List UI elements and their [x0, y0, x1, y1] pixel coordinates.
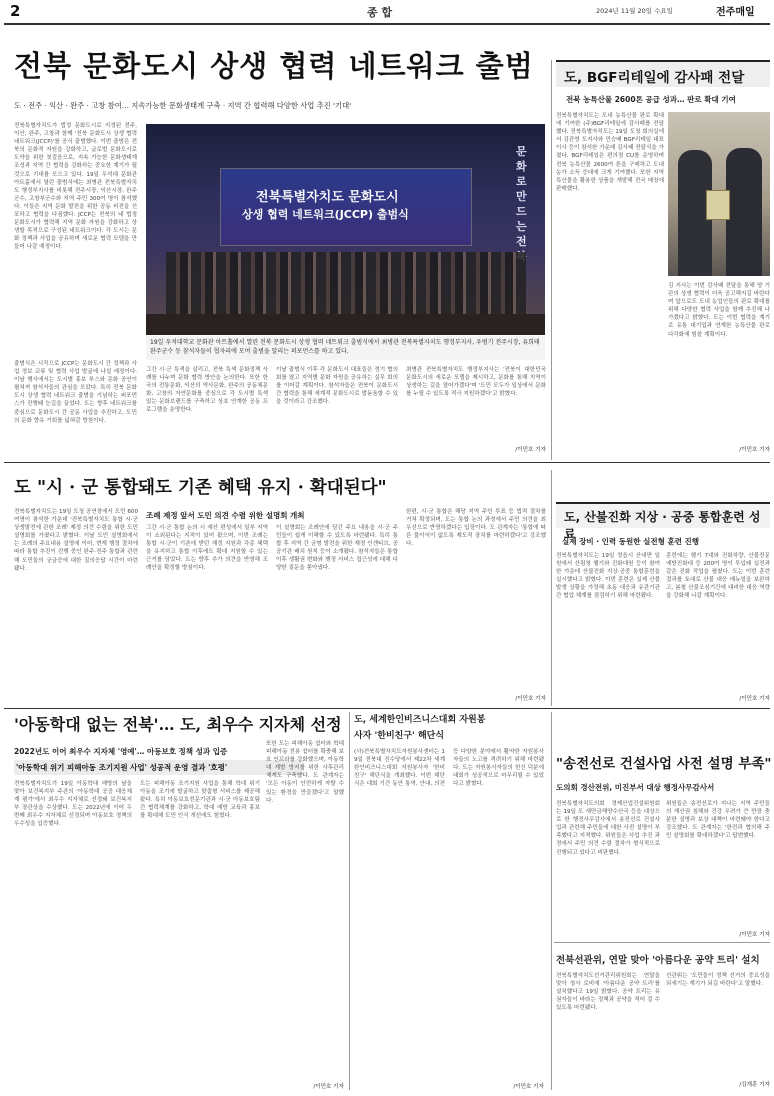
bgf-plaque [706, 190, 730, 220]
drill-column-1: 전북특별자치도는 19일 정읍시 산내면 일원에서 산림청 헬기와 진화대원 등이 참여한 가운데 산불진화 지상·공중 통합훈련을 실시했다고 밝혔다. 이번 훈련은 실제 산불 발생 상황을 가정해 초동 대응과 유관기관 간 협업 체계를 점검하기 위해 마련됐다. [556, 553, 660, 600]
world-headline: 도, 세계한인비즈니스대회 자원봉사자 '한비친구' 해단식 [354, 715, 486, 741]
child-column-1: 전북특별자치도가 19일 아동학대 예방의 날을 맞아 보건복지부 주관의 '아동학대 공공 대응체계 평가'에서 최우수 지자체로 선정돼 보건복지부 장관상을 수상했다. 도는 2022년에 이어 두 번째 최우수 지자체로 선정되며 아동보호 정책의 우수성을 입증했다. [14, 781, 132, 828]
drill-byline: /이민호 기자 [739, 696, 770, 702]
integration-subhead: 조례 제정 앞서 도민 의견 수렴 위한 설명회 개최 [146, 511, 305, 520]
bgf-subhead: 전북 농특산물 2600톤 공급 성과… 판로 확대 기여 [566, 95, 736, 104]
integration-column-4: 한편, 시·군 통합은 해당 지역 주민 투표 등 법적 절차를 거쳐 확정되며, 도는 통합 논의 과정에서 주민 의견을 최우선으로 반영하겠다는 입장이다. 도 관계자는 '통합에 따른 불이익이 없도록 제도적 장치를 마련하겠다'고 강조했다. [406, 509, 546, 548]
lead-column-3: 이날 출범식 이후 각 문화도시 대표들은 정기 협의회를 열고 지역별 문화 자원을 공유하는 실무 회의를 이어갈 계획이다. 참석자들은 전북이 문화도시 간 협력을 통해 세계적 문화도시로 발돋움할 수 있을 것이라고 강조했다. [276, 367, 398, 406]
bgf-column-2: 김 지사는 이번 감사패 전달을 통해 양 기관의 상생 협력이 더욱 공고해지길 바란다며 앞으로도 도내 농업인들의 판로 확대를 위해 다양한 협력 사업을 함께 추진해 나가겠다고 밝혔다. 도는 이번 협력을 계기로 유통 대기업과 연계한 농특산물 판로 다각화에 힘쓸 계획이다. [668, 283, 770, 338]
lead-photo [146, 124, 545, 335]
world-byline: /이민호 기자 [513, 1084, 544, 1090]
forest-byline: /김재훈 기자 [739, 1082, 770, 1088]
lead-headline: 전북 문화도시 상생 협력 네트워크 출범 [14, 49, 534, 83]
power-headline: "송전선로 건설사업 사전 설명 부족" [556, 756, 772, 772]
photo-vertical-banner: 문화로 만드는 전 [516, 145, 527, 248]
power-column-2: 위원들은 송전선로가 지나는 지역 주민들의 재산권 침해와 건강 우려가 큰 만큼 충분한 설명과 보상 대책이 마련돼야 한다고 강조했다. 도 관계자는 '한전과 협의해 주민 설명회를 확대하겠다'고 답변했다. [666, 801, 770, 840]
child-column-3: 또한 도는 피해아동 쉼터와 학대피해아동 전용 쉼터를 확충해 보호 인프라를 강화했으며, 아동학대 재발 방지를 위한 사후관리 체계도 구축했다. 도 관계자는 '모든 아동이 안전하게 자랄 수 있는 환경을 만들겠다'고 말했다. [266, 741, 344, 804]
bgf-photo [668, 112, 770, 276]
drill-column-2: 훈련에는 헬기 7대와 진화차량, 산불전문예방진화대 등 200여 명이 투입돼 실전과 같은 진화 작업을 펼쳤다. 도는 이번 훈련 결과를 토대로 산불 대응 매뉴얼을 보완하고, 봄철 산불조심기간에 대비한 대응 역량을 강화해 나갈 계획이다. [666, 553, 770, 600]
lead-column-2: 그간 시·군 특색을 살리고, 전북 특색 문화정책 사례를 나누며 문화 협력 방안을 논의한다. 또한 한국의 전통문화, 익산의 역사문화, 완주의 공동체문화, 고창의 자연문화를 중심으로 각 도시별 특색 있는 문화브랜드를 구축하고 상호 연계한 공동 프로그램을 운영한다. [146, 367, 268, 414]
forest-headline: 전북선관위, 연말 맞아 '아름다운 공약 트리' 설치 [556, 955, 760, 966]
photo-participants [166, 252, 526, 314]
child-subhead-1: 2022년도 이어 최우수 지자체 '영예'… 아동보호 정책 성과 입증 [14, 747, 228, 756]
integration-byline: /이민호 기자 [515, 696, 546, 702]
photo-floor [146, 314, 545, 335]
power-subhead: 도의회 경산전위, 미진부서 대상 행정사무감사서 [556, 783, 715, 792]
lower-rule [4, 708, 770, 709]
power-bottom-rule [554, 942, 770, 943]
integration-column-3: 이 설명회는 조례안에 담긴 주요 내용을 시·군 주민들이 쉽게 이해할 수 있도록 마련됐다. 특히 통합 후 지역 간 균형 발전을 위한 재정 인센티브, 공공기관 배치 원칙 등이 소개됐다. 참석자들은 통합 이후 생활권 변화와 행정 서비스 접근성에 대해 다양한 질문을 쏟아냈다. [276, 525, 398, 572]
lead-column-4: 최병관 전북특별자치도 행정부지사는 '전북이 대한민국 문화도시의 새로운 모델을 제시하고, 문화를 통해 지역이 상생하는 길을 열어가겠다'며 '도민 모두가 일상에서 문화를 누릴 수 있도록 적극 지원하겠다'고 밝혔다. [406, 367, 546, 398]
child-byline: /이민호 기자 [313, 1084, 344, 1090]
child-subhead-2: '아동학대 위기 피해아동 조기지원 사업' 성공적 운영 결과 '호평' [14, 760, 304, 775]
lead-subhead: 도 · 전주 · 익산 · 완주 · 고창 참여… 지속가능한 문화생태계 구축 · 지역 간 협력해 다양한 사업 추진 '기대' [14, 101, 352, 110]
child-headline: '아동학대 없는 전북'… 도, 최우수 지자체 선정 [14, 715, 342, 734]
masthead [0, 0, 774, 24]
paper-name: 전주매일 [716, 7, 755, 18]
lead-vertical-divider [551, 60, 552, 460]
photo-banner-subtitle: 상생 협력 네트워크(JCCP) 출범식 [242, 208, 409, 221]
mid-rule [4, 462, 770, 463]
power-column-1: 전북특별자치도의회 경제산업건설위원회는 19일 도 새만금해양수산국 등을 대상으로 한 행정사무감사에서 송전선로 건설사업과 관련해 주민들에 대한 사전 설명이 부족했다고 지적했다. 위원들은 사업 추진 과정에서 주민 의견 수렴 절차가 형식적으로 진행되고 있다고 비판했다. [556, 801, 660, 856]
integration-headline: 도 "시 · 군 통합돼도 기존 혜택 유지 · 확대된다" [14, 478, 387, 498]
forest-column-2: 선관위는 '도민들이 정책 선거의 중요성을 되새기는 계기가 되길 바란다'고 말했다. [666, 973, 770, 988]
child-vertical-divider [349, 712, 350, 1090]
integration-column-1: 전북특별자치도는 19일 도청 공연장에서 도민 600여명이 참석한 가운데 '전북특별자치도 통합 시·군 상생발전에 관한 조례' 제정 의견 수렴을 위한 도민 설명회를 가졌다고 밝혔다. 이날 도민 설명회에서는 조례의 주요내용 설명에 이어, 현재 행정 절차에 따라 통합 추진이 진행 중인 완주·전주 통합과 관련해 도민들의 궁금증에 대한 질의응답 시간이 마련됐다. [14, 509, 138, 572]
forest-column-1: 전북특별자치도선거관리위원회는 연말을 맞아 청사 로비에 '아름다운 공약 트리'를 설치했다고 19일 밝혔다. 공약 트리는 유권자들이 바라는 정책과 공약을 적어 걸 수 있도록 마련됐다. [556, 973, 660, 1012]
masthead-rule [4, 23, 770, 25]
page-number: 2 [10, 2, 21, 20]
lead-photo-caption: 19일 우석대학교 문화관 아트홀에서 열린 전북 문화도시 상생 협력 네트워크 출범식에서 최병관 전북특별자치도 행정부지사, 우범기 전주시장, 유희태 완주군수 등 참석자들이 협자리에 모여 출범을 알리는 퍼포먼스를 하고 있다. [146, 336, 545, 360]
world-column-1: (사)전북특별자치도자원봉사센터는 19일 전북대 진수당에서 제22차 세계한인비즈니스대회 자원봉사자 '한비친구' 해단식을 개최했다. 이번 해단식은 대회 기간 동안 통역, 안내, 의전 등 다양한 분야에서 활약한 자원봉사자들의 노고를 격려하기 위해 마련됐다. 도는 자원봉사자들의 헌신 덕분에 대회가 성공적으로 마무리될 수 있었다고 밝혔다. [354, 749, 544, 788]
power-byline: /이민호 기자 [739, 932, 770, 938]
bgf-byline: /이민호 기자 [739, 447, 770, 453]
world-vertical-divider [551, 712, 552, 1090]
lead-column-1: 전북특별자치도가 법정 문화도시로 지정된 전주, 익산, 완주, 고창과 함께 '전북 문화도시 상생 협력 네트워크(JCCP)'를 공식 출범했다. 이번 출범은 전북의 문화적 자원을 강화하고, 글로벌 문화도시로 도약을 위한 첫걸음으로, 지속 가능한 문화생태계 조성과 지역 간 협력을 강화하는 중요한 계기가 될 것으로 기대를 모으고 있다. 19일 우석대 문화관 아트홀에서 열린 출범식에는 최병관 전북특별자치도 행정부지사를 비롯해 전주시장, 익산시장, 완주군수, 고창부군수와 지역 주민 300여 명이 참석했다. 이들은 지역 문화 발전을 위한 공동 비전을 선포하고 협력을 다짐했다. JCCP는 전북의 네 법정 문화도시가 협력해 지역 문화 자원을 강화하고 상생할 목적으로 구성된 네트워크이다. 각 도시는 문화 정책과 사업을 공유하며 새로운 협력 모델을 만들어 나갈 예정이다. [14, 123, 137, 251]
integration-vertical-divider [551, 470, 552, 706]
lead-column-1b: 출범식은 시작으로 JCCP는 문화도시 간 정책과 사업 정보 교류 및 협력 사업 발굴에 나설 예정이다. 이날 행사에서는 도시별 홍보 부스와 문화 공연이 펼쳐져 참석자들의 관심을 모았다. 특히 전북 문화도시 상생 협력 네트워크 출범을 기념하는 퍼포먼스가 진행돼 눈길을 끌었다. 도는 향후 네트워크를 중심으로 문화도시 간 공동 사업을 추진하고, 도민의 문화 향유 기회를 넓혀갈 방침이다. [14, 361, 137, 424]
child-column-2: 도는 피해아동 조기지원 사업을 통해 학대 위기 아동을 조기에 발굴하고 맞춤형 서비스를 제공해 왔다. 특히 아동보호전문기관과 시·군 아동보호팀 간 협력체계를 강화하고, 학대 예방 교육과 홍보를 확대해 도민 인식 개선에도 힘썼다. [140, 781, 260, 820]
section-name: 종 합 [367, 6, 393, 19]
bgf-column-1: 전북특별자치도는 도내 농특산물 판로 확대에 기여한 (주)BGF리테일에 감사패를 전달했다. 전북특별자치도는 19일 도청 회의실에서 김관영 도지사와 민승배 BGF리테일 대표이사 등이 참석한 가운데 감사패 전달식을 가졌다. BGF리테일은 편의점 CU를 운영하며 전북 농특산물 2600여 톤을 구매하고 도내 농가 소득 증대에 크게 기여했다. 또한 지역 특산물을 활용한 상품을 개발해 전국 매장에 판매했다. [556, 113, 664, 192]
bgf-headline: 도, BGF리테일에 감사패 전달 [556, 60, 770, 87]
drill-headline: 도, 산불진화 지상 · 공중 통합훈련 성료 [556, 502, 770, 528]
drill-subhead: 실제 장비 · 인력 동원한 실전형 훈련 진행 [562, 537, 700, 546]
bgf-person-right [726, 148, 762, 276]
issue-date: 2024년 11월 20일 수요일 [596, 7, 673, 15]
integration-column-2: 그간 시·군 통합 논의 시 예산 편성에서 일부 지역이 소외된다는 지적이 있어 왔으며, 이번 조례는 통합 시·군이 기존에 받던 재정 지원과 각종 혜택을 유지하고 통합 이후에도 확대 지원할 수 있는 근거를 담았다. 도는 향후 추가 의견을 반영해 조례안을 확정할 방침이다. [146, 525, 268, 572]
lead-byline: /이민호 기자 [515, 447, 546, 453]
photo-banner-title: 전북특별자치도 문화도시 [256, 190, 399, 205]
